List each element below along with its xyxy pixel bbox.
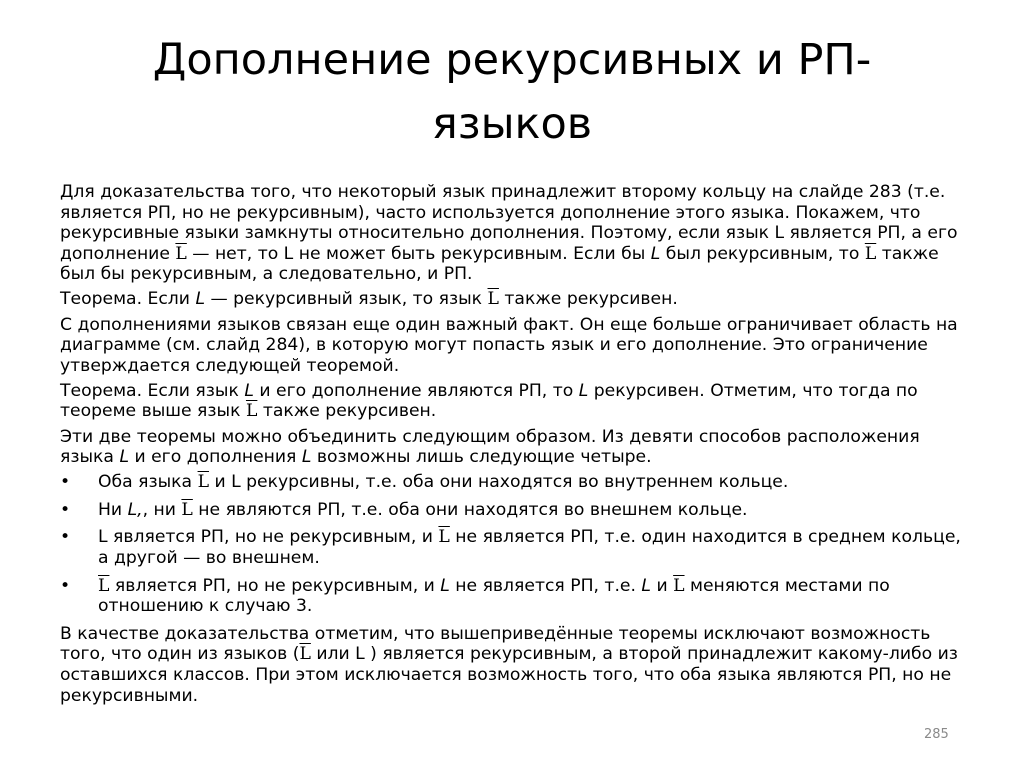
bullet-marker: • bbox=[60, 472, 71, 493]
text-fragment: и L рекурсивны, т.е. оба они находятся во внутреннем кольце. bbox=[208, 472, 789, 493]
complement-symbol: $\overline{L}$ bbox=[299, 644, 311, 665]
text-fragment: Эти две теоремы можно объединить следующим образом. Из девяти способов расположения языка bbox=[60, 426, 920, 468]
language-symbol: L bbox=[195, 289, 206, 310]
cases-list bbox=[60, 472, 970, 617]
language-symbol: L bbox=[301, 447, 312, 468]
text-fragment: Теорема. Если bbox=[60, 289, 196, 310]
text-fragment: и его дополнения bbox=[129, 447, 302, 468]
paragraph-proof bbox=[60, 624, 970, 706]
text-fragment: или L ) является рекурсивным, а второй принадлежит какому-либо из оставшихся классов. При этом исключается возможность того, что оба языка являются РП, но не рекурсивными. bbox=[60, 644, 958, 706]
title-line-2: языков bbox=[431, 99, 593, 149]
text-fragment: также рекурсивен. bbox=[257, 401, 437, 422]
text-fragment: возможны лишь следующие четыре. bbox=[311, 447, 652, 468]
list-item bbox=[60, 472, 970, 493]
complement-symbol: $\overline{L}$ bbox=[245, 401, 258, 422]
language-symbol: L bbox=[650, 243, 661, 264]
complement-symbol: $\overline{L}$ bbox=[175, 243, 187, 264]
complement-symbol: $\overline{L}$ bbox=[673, 575, 685, 596]
text-fragment: не являются РП, т.е. оба они находятся во внешнем кольце. bbox=[192, 499, 748, 520]
text-fragment: Для доказательства того, что некоторый язык принадлежит второму кольцу на слайде 283 (т.е. является РП, но не рекурсивным), часто используется дополнение этого языка. Покажем, что рекурсивные языки замкнуты относительно дополнения. Поэтому, если язык L является РП, а его дополнение bbox=[60, 182, 958, 264]
text-fragment: рекурсивен. Отметим, что тогда по теореме выше язык bbox=[60, 380, 918, 422]
slide-body bbox=[60, 182, 970, 711]
text-fragment: также рекурсивен. bbox=[498, 289, 678, 310]
page-number: 285 bbox=[924, 727, 949, 742]
list-item bbox=[60, 527, 970, 568]
title-line-1: Дополнение рекурсивных и РП- bbox=[152, 35, 872, 85]
text-fragment: — нет, то L не может быть рекурсивным. Если бы bbox=[186, 243, 651, 264]
bullet-marker: • bbox=[60, 499, 71, 520]
complement-symbol: $\overline{L}$ bbox=[438, 527, 450, 548]
paragraph-theorem-1 bbox=[60, 289, 970, 310]
text-fragment: был рекурсивным, то bbox=[660, 243, 865, 264]
text-fragment: Теорема. Если язык bbox=[60, 380, 245, 401]
text-fragment: также был бы рекурсивным, а следовательно, и РП. bbox=[60, 243, 939, 285]
complement-symbol: $\overline{L}$ bbox=[487, 289, 499, 310]
slide-title bbox=[60, 28, 964, 156]
text-fragment: и bbox=[651, 575, 674, 596]
text-fragment: и его дополнение являются РП, то bbox=[253, 380, 579, 401]
text-fragment: не является РП, т.е. один находится в среднем кольце, а другой — во внешнем. bbox=[98, 527, 961, 568]
bullet-marker: • bbox=[60, 575, 71, 596]
paragraph-intro bbox=[60, 182, 970, 285]
text-fragment: , ни bbox=[142, 499, 182, 520]
list-item bbox=[60, 576, 970, 617]
complement-symbol: $\overline{L}$ bbox=[98, 575, 110, 596]
text-fragment: является РП, но не рекурсивным, и bbox=[109, 575, 441, 596]
complement-symbol: $\overline{L}$ bbox=[181, 499, 193, 520]
text-fragment: — рекурсивный язык, то язык bbox=[205, 289, 488, 310]
language-symbol: L bbox=[244, 380, 254, 401]
complement-symbol: $\overline{L}$ bbox=[197, 472, 209, 493]
list-item bbox=[60, 500, 970, 521]
text-fragment: меняются местами по отношению к случаю 3. bbox=[98, 575, 890, 617]
complement-symbol: $\overline{L}$ bbox=[864, 243, 877, 264]
language-symbol: L bbox=[440, 575, 450, 596]
language-symbol: L, bbox=[127, 499, 143, 520]
bullet-marker: • bbox=[60, 527, 71, 548]
text-fragment: L является РП, но не рекурсивным, и bbox=[98, 527, 439, 548]
paragraph-theorem-2 bbox=[60, 381, 970, 422]
text-fragment: Ни bbox=[98, 499, 128, 520]
text-fragment: В качестве доказательства отметим, что вышеприведённые теоремы исключают возможность того, что один из языков ( bbox=[60, 623, 931, 665]
language-symbol: L bbox=[578, 380, 589, 401]
text-fragment: не является РП, т.е. bbox=[449, 575, 642, 596]
language-symbol: L bbox=[119, 447, 130, 468]
paragraph-combination bbox=[60, 427, 970, 468]
language-symbol: L bbox=[641, 575, 651, 596]
paragraph-fact: С дополнениями языков связан еще один важный факт. Он еще больше ограничивает область на диаграмме (см. слайд 284), в которую могут попасть язык и его дополнение. Это ограничение утверждается следующей теоремой. bbox=[60, 314, 958, 376]
text-fragment: Оба языка bbox=[98, 472, 198, 493]
